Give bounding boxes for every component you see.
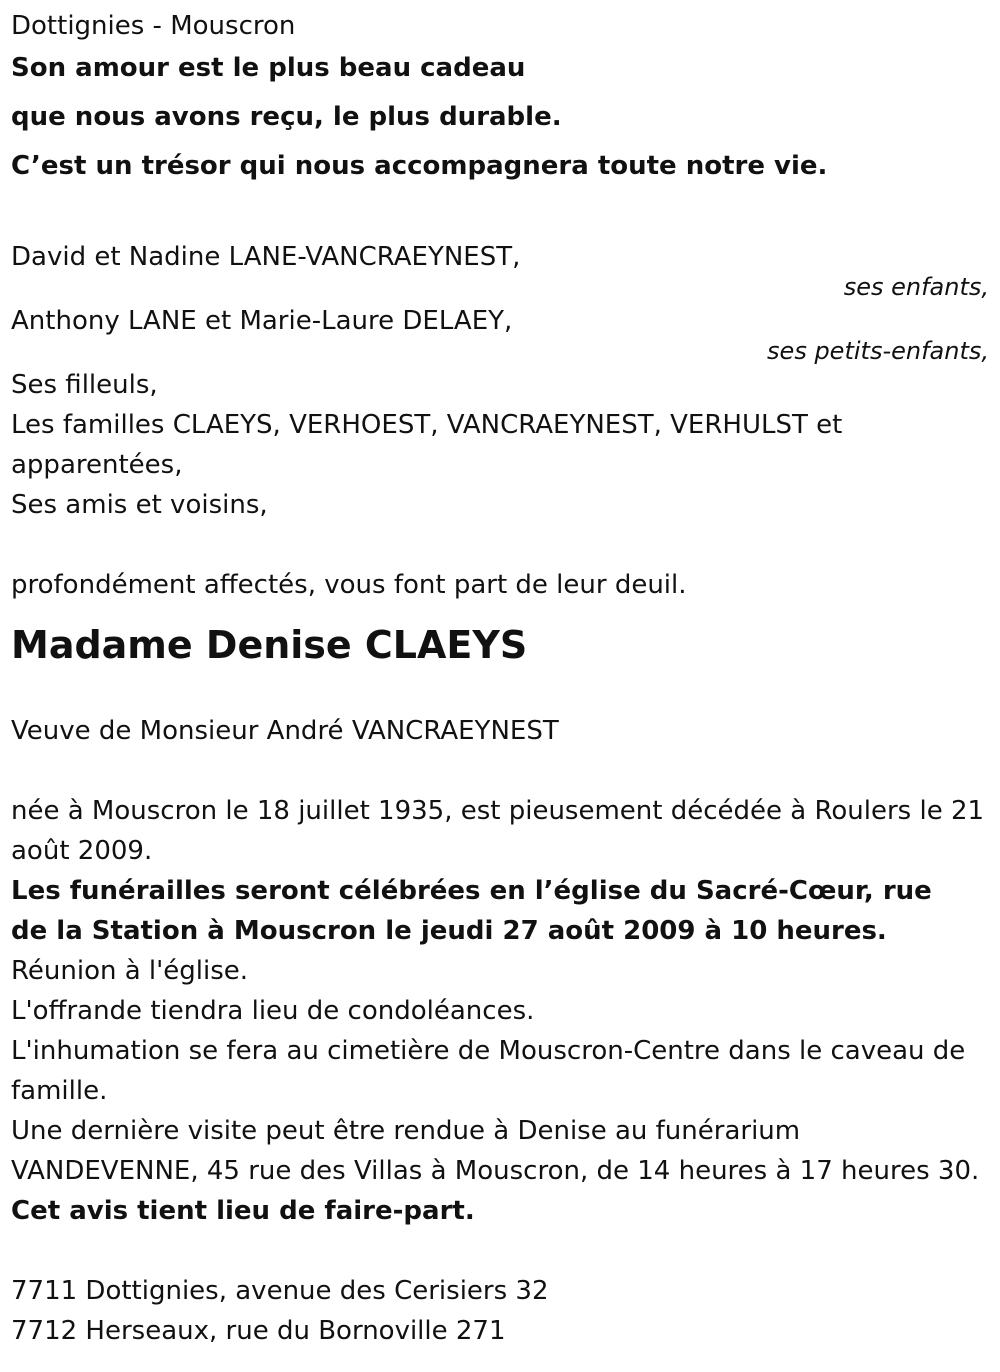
offering-text: L'offrande tiendra lieu de condoléances. xyxy=(11,996,535,1026)
location-header: Dottignies - Mouscron xyxy=(11,11,296,41)
notice-text: Cet avis tient lieu de faire-part. xyxy=(11,1196,475,1226)
children-role: ses enfants, xyxy=(843,273,989,301)
addresses-block xyxy=(11,1271,991,1351)
friends: Ses amis et voisins, xyxy=(11,490,268,520)
quote-line-3: C’est un trésor qui nous accompagnera toute notre vie. xyxy=(11,151,828,181)
children-names: David et Nadine LANE-VANCRAEYNEST, xyxy=(11,242,521,272)
quote-block xyxy=(11,44,991,191)
godchildren: Ses filleuls, xyxy=(11,370,158,400)
grandchildren-role: ses petits-enfants, xyxy=(767,337,989,365)
families-list: Les familles CLAEYS, VERHOEST, VANCRAEYNEST, VERHULST et apparentées, xyxy=(11,410,843,480)
deceased-name: Madame Denise CLAEYS xyxy=(11,623,528,667)
quote-line-1: Son amour est le plus beau cadeau xyxy=(11,53,526,83)
family-block xyxy=(11,237,991,525)
widow-of: Veuve de Monsieur André VANCRAEYNEST xyxy=(11,716,559,746)
funeral-ceremony: Les funérailles seront célébrées en l’église du Sacré-Cœur, rue de la Station à Mouscron le jeudi 27 août 2009 à 10 heures. xyxy=(11,876,932,946)
grandchildren-names: Anthony LANE et Marie-Laure DELAEY, xyxy=(11,306,513,336)
quote-line-2: que nous avons reçu, le plus durable. xyxy=(11,102,562,132)
burial-text: L'inhumation se fera au cimetière de Mouscron-Centre dans le caveau de famille. xyxy=(11,1036,966,1106)
birth-death-text: née à Mouscron le 18 juillet 1935, est pieusement décédée à Roulers le 21 août 2009. xyxy=(11,796,985,866)
obituary-notice xyxy=(11,6,991,1351)
address-line: 7712 Herseaux, rue du Bornoville 271 xyxy=(11,1316,506,1346)
meeting-text: Réunion à l'église. xyxy=(11,956,249,986)
funeral-details xyxy=(11,871,991,1231)
announcement-text: profondément affectés, vous font part de leur deuil. xyxy=(11,570,687,600)
address-line: 7711 Dottignies, avenue des Cerisiers 32 xyxy=(11,1276,549,1306)
visit-text: Une dernière visite peut être rendue à Denise au funérarium VANDEVENNE, 45 rue des Villas à Mouscron, de 14 heures à 17 heures 30. xyxy=(11,1116,980,1186)
